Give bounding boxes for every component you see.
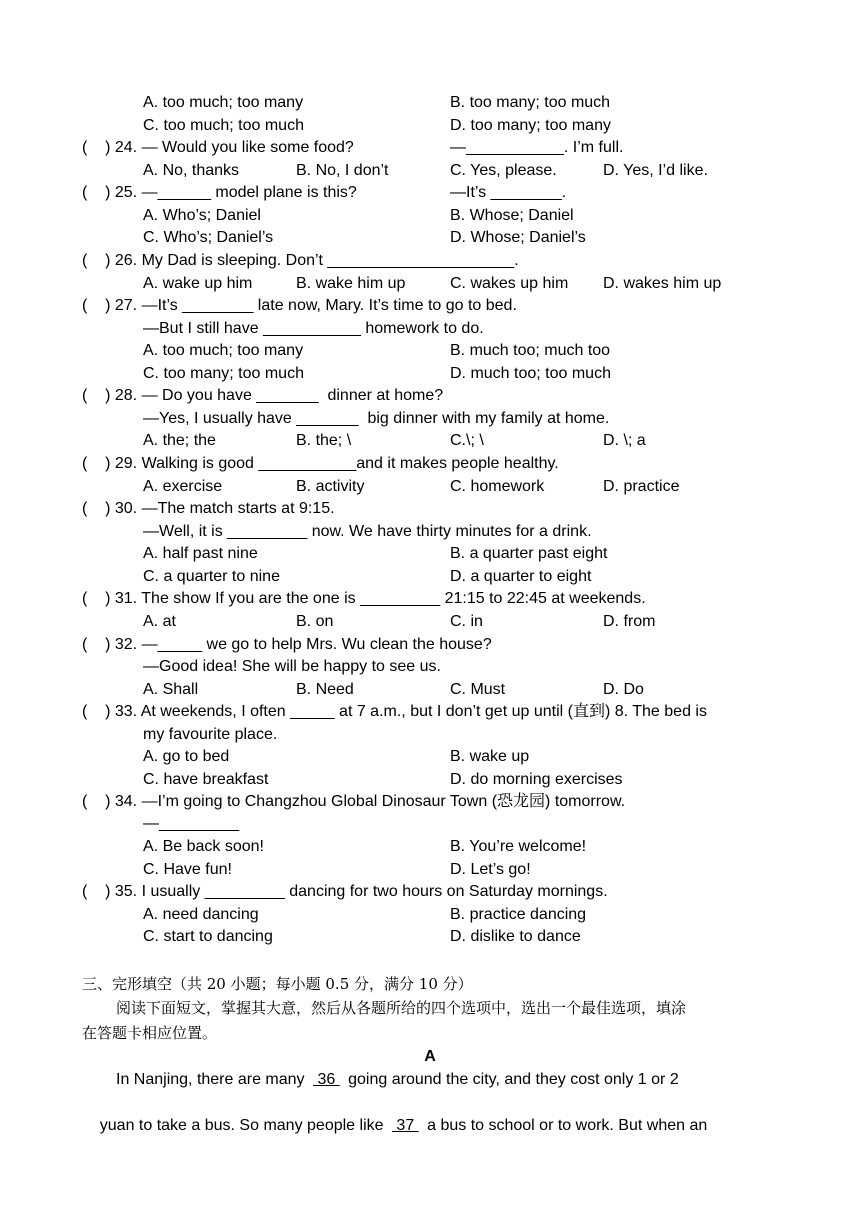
q26-option-a: A. wake up him — [143, 275, 253, 292]
q28-option-d: D. \; a — [603, 432, 646, 449]
q25-option-a: A. Who’s; Daniel — [143, 207, 261, 224]
q35-option-a: A. need dancing — [143, 906, 259, 923]
q33-option-a: A. go to bed — [143, 748, 230, 765]
q31-option-a: A. at — [143, 613, 176, 630]
q31-stem: ( ) 31. The show If you are the one is _________ 21:15 to 22:45 at weekends. — [82, 590, 646, 607]
q24-option-c: C. Yes, please. — [450, 162, 557, 179]
q35-option-d: D. dislike to dance — [450, 928, 581, 945]
q32-line2: —Good idea! She will be happy to see us. — [143, 658, 441, 675]
q31-option-b: B. on — [296, 613, 334, 630]
q23-option-b: B. too many; too much — [450, 94, 611, 111]
q35-stem: ( ) 35. I usually _________ dancing for two hours on Saturday mornings. — [82, 883, 608, 900]
q28-option-a: A. the; the — [143, 432, 216, 449]
q32-option-b: B. Need — [296, 681, 354, 698]
q34-stem-end: ) tomorrow. — [545, 793, 626, 810]
q29-stem: ( ) 29. Walking is good ___________and it makes people healthy. — [82, 455, 559, 472]
q24-stem: ( ) 24. — Would you like some food? — [82, 139, 354, 156]
q24-option-d: D. Yes, I’d like. — [603, 162, 708, 179]
q25-option-c: C. Who’s; Daniel’s — [143, 229, 274, 246]
passage-line1-text — [116, 1069, 679, 1091]
q26-option-b: B. wake him up — [296, 275, 406, 292]
q30-option-a: A. half past nine — [143, 545, 258, 562]
q33-stem-text: ( ) 33. At weekends, I often _____ at 7 a.m., but I don’t get up until ( — [82, 703, 573, 720]
q34-option-b: B. You’re welcome! — [450, 838, 587, 855]
passage-title: A — [424, 1048, 436, 1065]
q32-option-c: C. Must — [450, 681, 506, 698]
q25-stem: ( ) 25. —______ model plane is this? — [82, 184, 357, 201]
q28-option-b: B. the; \ — [296, 432, 352, 449]
q33-option-c: C. have breakfast — [143, 771, 269, 788]
q28-stem: ( ) 28. — Do you have _______ dinner at home? — [82, 387, 444, 404]
q23-option-d: D. too many; too many — [450, 117, 611, 134]
q30-stem: ( ) 30. —The match starts at 9:15. — [82, 500, 335, 517]
q35-option-c: C. start to dancing — [143, 928, 273, 945]
section-instruction-line1: 阅读下面短文，掌握其大意，然后从各题所给的四个选项中，选出一个最佳选项，填涂 — [116, 999, 687, 1017]
q26-option-d: D. wakes him up — [603, 275, 722, 292]
q29-option-a: A. exercise — [143, 478, 223, 495]
q27-line2: —But I still have ___________ homework to do. — [143, 320, 484, 337]
q34-stem — [82, 790, 625, 812]
q32-option-d: D. Do — [603, 681, 644, 698]
q33-chinese-gloss: 直到 — [572, 701, 605, 720]
q31-option-c: C. in — [450, 613, 483, 630]
q34-option-d: D. Let’s go! — [450, 861, 531, 878]
q33-option-d: D. do morning exercises — [450, 771, 623, 788]
q29-option-c: C. homework — [450, 478, 545, 495]
q25-option-d: D. Whose; Daniel’s — [450, 229, 586, 246]
q34-line2: —_________ — [143, 815, 240, 832]
q25-option-b: B. Whose; Daniel — [450, 207, 574, 224]
section-instruction-line2: 在答题卡相应位置。 — [82, 1024, 218, 1042]
q26-option-c: C. wakes up him — [450, 275, 569, 292]
q23-option-a: A. too much; too many — [143, 94, 304, 111]
blank-36: 36 — [313, 1071, 340, 1088]
q29-option-d: D. practice — [603, 478, 680, 495]
q30-line2: —Well, it is _________ now. We have thirty minutes for a drink. — [143, 523, 592, 540]
q27-option-b: B. much too; much too — [450, 342, 611, 359]
q31-option-d: D. from — [603, 613, 656, 630]
blank-37: 37 — [391, 1117, 419, 1134]
q32-option-a: A. Shall — [143, 681, 199, 698]
section-heading: 三、完形填空（共 20 小题；每小题 0.5 分，满分 10 分） — [82, 975, 473, 993]
q30-option-c: C. a quarter to nine — [143, 568, 280, 585]
q29-option-b: B. activity — [296, 478, 365, 495]
q24-reply: —___________. I’m full. — [450, 139, 624, 156]
q27-option-c: C. too many; too much — [143, 365, 304, 382]
passage-line2-start: yuan to take a bus. So many people like — [99, 1117, 388, 1134]
q34-chinese-gloss: 恐龙园 — [497, 791, 546, 810]
q27-option-a: A. too much; too many — [143, 342, 304, 359]
q28-option-c: C.\; \ — [450, 432, 484, 449]
q35-option-b: B. practice dancing — [450, 906, 587, 923]
q34-option-c: C. Have fun! — [143, 861, 232, 878]
q27-option-d: D. much too; too much — [450, 365, 611, 382]
passage-line1-end: going around the city, and they cost only 1 or 2 — [343, 1071, 679, 1088]
q34-stem-text: ( ) 34. —I’m going to Changzhou Global Dinosaur Town ( — [82, 793, 498, 810]
passage-line-1 — [116, 1069, 782, 1091]
q27-stem: ( ) 27. —It’s ________ late now, Mary. It’s time to go to bed. — [82, 297, 517, 314]
q30-option-b: B. a quarter past eight — [450, 545, 608, 562]
q24-option-a: A. No, thanks — [143, 162, 240, 179]
q30-option-d: D. a quarter to eight — [450, 568, 592, 585]
q28-line2: —Yes, I usually have _______ big dinner with my family at home. — [143, 410, 610, 427]
q33-line2: my favourite place. — [143, 726, 278, 743]
passage-line2-end: a bus to school or to work. But when an — [422, 1117, 708, 1134]
q33-stem — [82, 700, 707, 722]
q34-option-a: A. Be back soon! — [143, 838, 264, 855]
q25-reply: —It’s ________. — [450, 184, 567, 201]
q24-option-b: B. No, I don’t — [296, 162, 389, 179]
q26-stem: ( ) 26. My Dad is sleeping. Don’t _____________________. — [82, 252, 519, 269]
passage-line-2 — [82, 1093, 782, 1134]
q33-option-b: B. wake up — [450, 748, 530, 765]
q33-stem-end: ) 8. The bed is — [604, 703, 707, 720]
passage-line1-start: In Nanjing, there are many — [116, 1071, 309, 1088]
q32-stem: ( ) 32. —_____ we go to help Mrs. Wu clean the house? — [82, 636, 492, 653]
q23-option-c: C. too much; too much — [143, 117, 304, 134]
